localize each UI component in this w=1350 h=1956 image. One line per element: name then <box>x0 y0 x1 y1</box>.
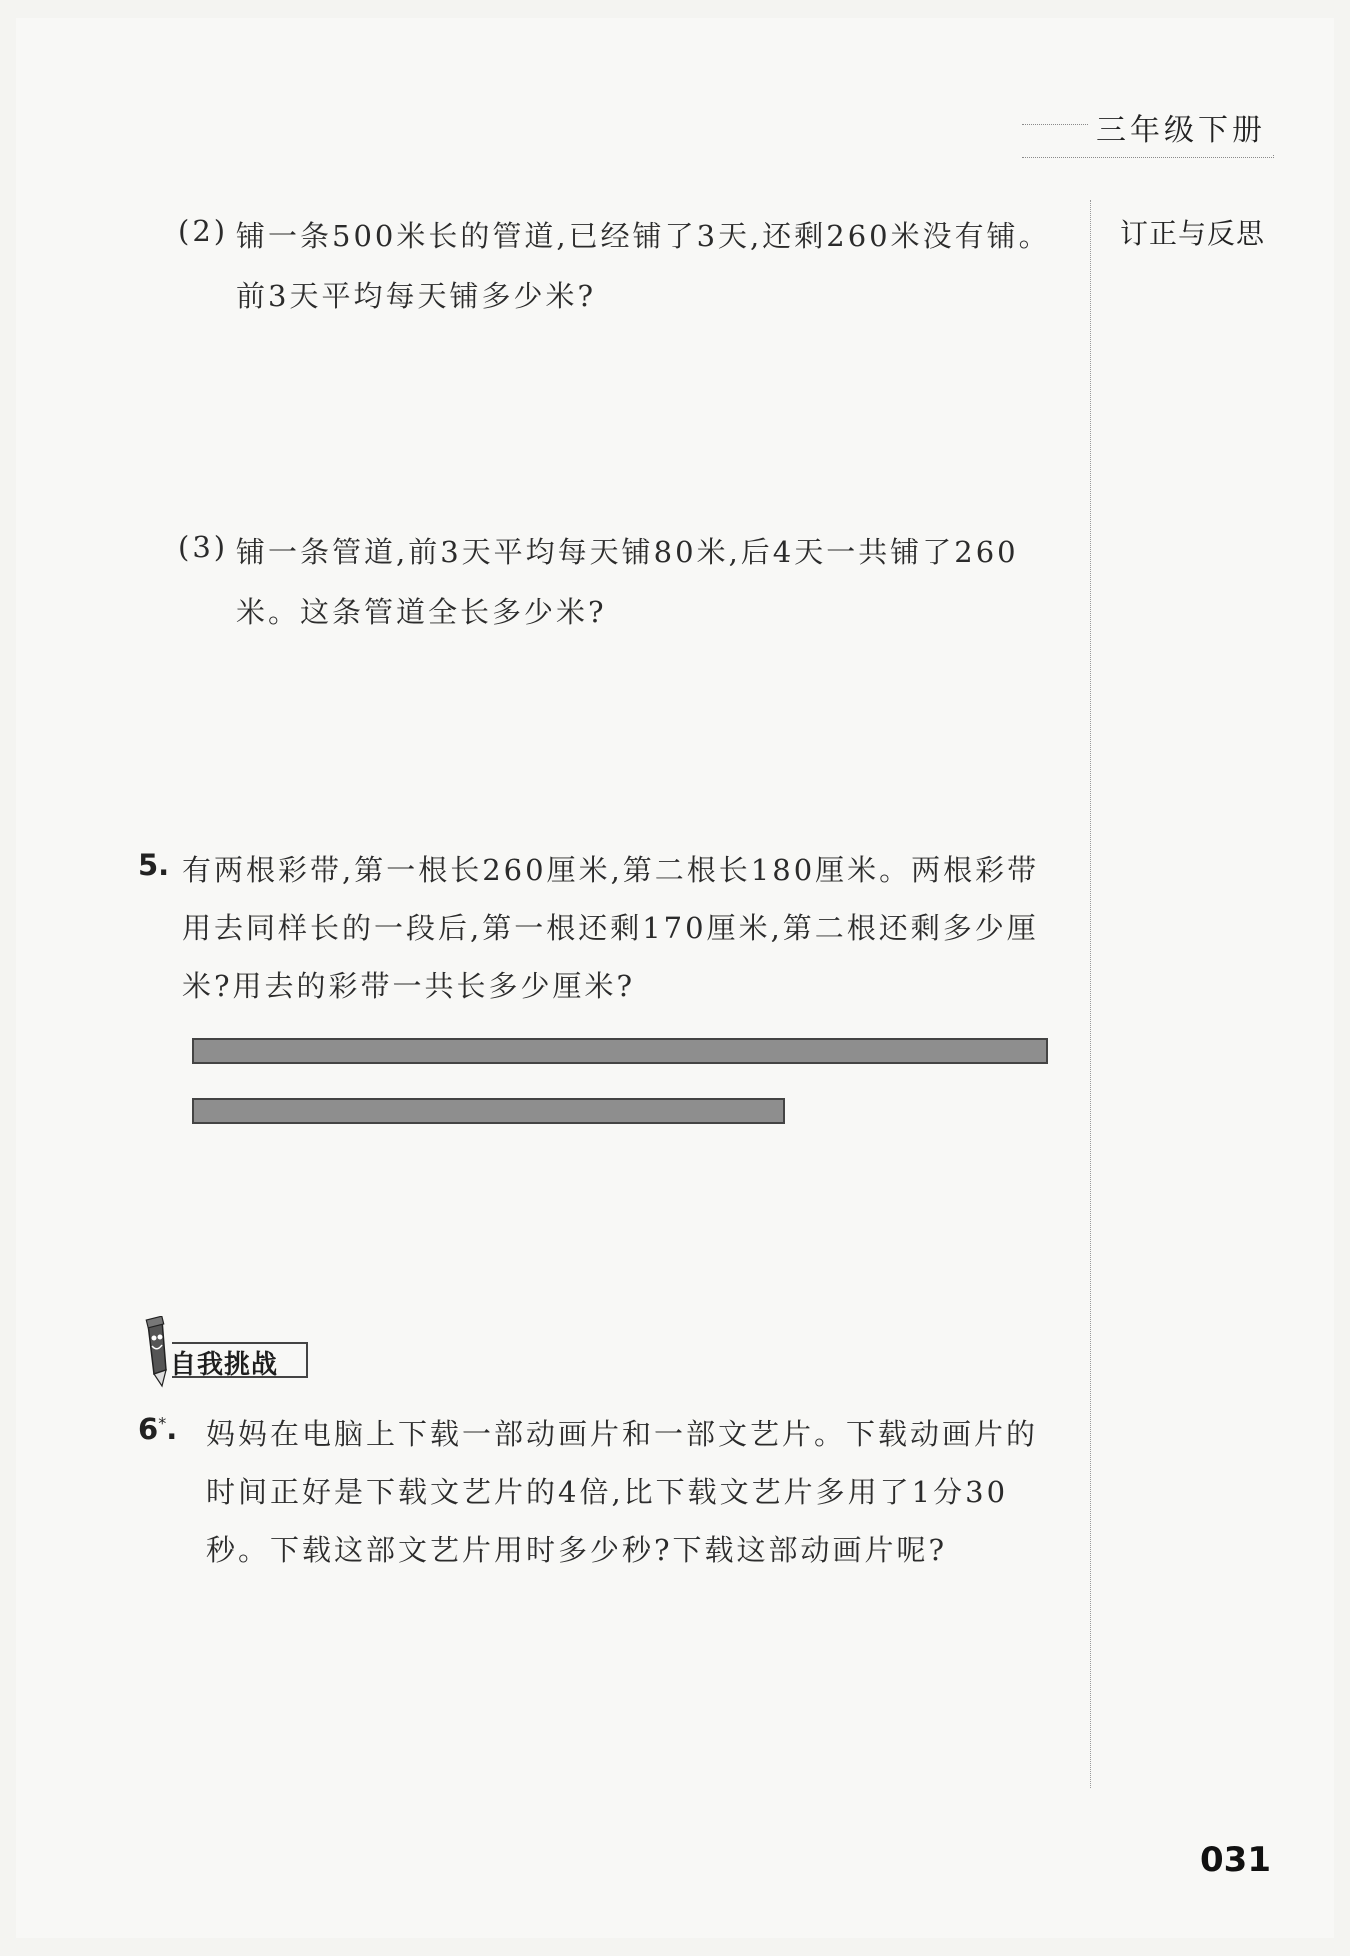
problem-5-line-1: 有两根彩带,第一根长260厘米,第二根长180厘米。两根彩带 <box>182 853 1040 887</box>
problem-4-3-line-1: 铺一条管道,前3天平均每天铺80米,后4天一共铺了260 <box>236 535 1019 569</box>
correction-reflection-title: 订正与反思 <box>1120 217 1266 250</box>
ribbon-first <box>192 1038 1048 1064</box>
ribbon-second <box>192 1098 785 1124</box>
problem-4-2-line-2: 前3天平均每天铺多少米? <box>236 279 596 313</box>
margin-dotted-divider <box>1090 200 1091 1788</box>
problem-5-line-2: 用去同样长的一段后,第一根还剩170厘米,第二根还剩多少厘 <box>182 911 1039 945</box>
problem-4-2-number: (2) <box>178 214 229 248</box>
problem-6-num: 6 <box>138 1412 159 1446</box>
challenge-title: 自我挑战 <box>170 1350 279 1380</box>
problem-6-star: * <box>158 1413 167 1433</box>
page-number: 031 <box>1200 1840 1271 1880</box>
problem-6-number <box>138 1412 177 1446</box>
grade-label: 三年级下册 <box>1088 108 1274 154</box>
problem-6-dot: . <box>166 1412 178 1446</box>
problem-6-line-2: 时间正好是下载文艺片的4倍,比下载文艺片多用了1分30 <box>206 1475 1009 1509</box>
problem-5-number: 5. <box>138 848 170 882</box>
problem-4-3-line-2: 米。这条管道全长多少米? <box>236 595 607 629</box>
pencil-mascot-icon <box>140 1316 174 1390</box>
problem-4-3-number: (3) <box>178 530 229 564</box>
problem-5-line-3: 米?用去的彩带一共长多少厘米? <box>182 969 636 1003</box>
problem-6-line-3: 秒。下载这部文艺片用时多少秒?下载这部动画片呢? <box>206 1533 948 1567</box>
problem-6-line-1: 妈妈在电脑上下载一部动画片和一部文艺片。下载动画片的 <box>206 1417 1039 1451</box>
problem-4-2-line-1: 铺一条500米长的管道,已经铺了3天,还剩260米没有铺。 <box>236 219 1051 253</box>
